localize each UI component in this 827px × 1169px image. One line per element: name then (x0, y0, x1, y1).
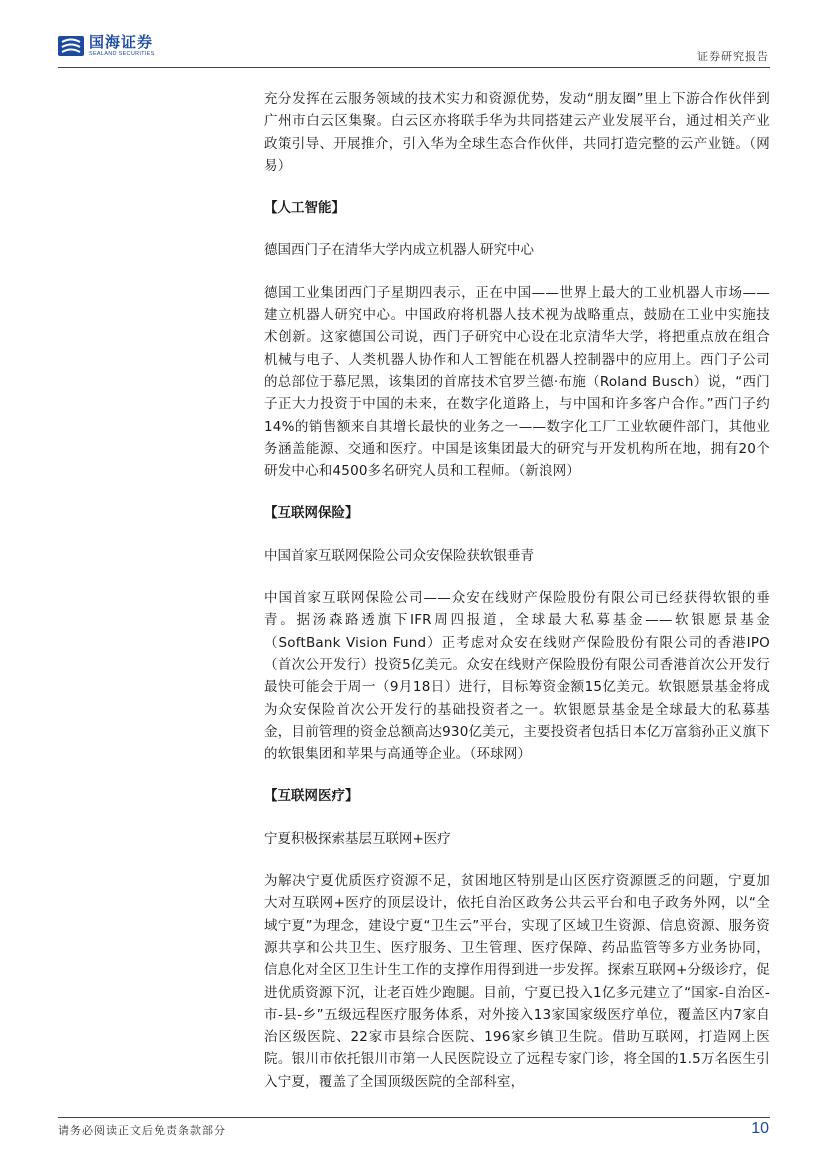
news-title-siemens: 德国西门子在清华大学内成立机器人研究中心 (264, 242, 534, 259)
intro-paragraph: 充分发挥在云服务领域的技术实力和资源优势，发动“朋友圈”里上下游合作伙伴到广州市白云区集聚。白云区亦将联手华为共同搭建云产业发展平台，通过相关产业政策引导、开展推介，引入华为全球生态合作伙伴，共同打造完整的云产业链。（网易） (264, 91, 770, 174)
disclaimer-note: 请务必阅读正文后免责条款部分 (58, 1124, 226, 1137)
sealand-logo-icon (58, 34, 84, 58)
news-body-siemens: 德国工业集团西门子星期四表示，正在中国——世界上最大的工业机器人市场——建立机器人研究中心。中国政府将机器人技术视为战略重点，鼓励在工业中实施技术创新。这家德国公司说，西门子研究中心设在北京清华大学，将把重点放在组合机械与电子、人类机器人协作和人工智能在机器人控制器中的应用上。西门子公司的总部位于慕尼黑，该集团的首席技术官罗兰德·布施（Roland Busch）说，“西门子正大力投资于中国的未来，在数字化道路上，与中国和许多客户合作。”西门子约14%的销售额来自其增长最快的业务之一——数字化工厂工业软硬件部门，其他业务涵盖能源、交通和医疗。中国是该集团最大的研究与开发机构所在地，拥有20个研发中心和4500多名研究人员和工程师。（新浪网） (264, 284, 770, 480)
section-heading-healthcare: 【互联网医疗】 (264, 788, 359, 805)
report-type-label: 证券研究报告 (697, 50, 769, 63)
footer-divider (58, 1117, 770, 1118)
logo-chinese-name: 国海证券 (89, 33, 154, 51)
news-title-ningxia: 宁夏积极探索基层互联网+医疗 (264, 830, 451, 847)
article-content (264, 88, 770, 1093)
page-header (0, 0, 827, 70)
logo-english-name: SEALAND SECURITIES (89, 51, 155, 57)
section-heading-insurance: 【互联网保险】 (264, 505, 359, 522)
news-body-zhongan: 中国首家互联网保险公司——众安在线财产保险股份有限公司已经获得软银的垂青。据汤森路透旗下IFR周四报道，全球最大私募基金——软银愿景基金（SoftBank Vision Fund）正考虑对众安在线财产保险股份有限公司的香港IPO（首次公开发行）投资5亿美元。众安在线财产保险股份有限公司香港首次公开发行最快可能会于周一（9月18日）进行，目标筹资金额15亿美元。软银愿景基金将成为众安保险首次公开发行的基础投资者之一。软银愿景基金是全球最大的私募基金，目前管理的资金总额高达930亿美元，主要投资者包括日本亿万富翁孙正义旗下的软银集团和苹果与高通等企业。（环球网） (264, 590, 770, 763)
news-title-zhongan: 中国首家互联网保险公司众安保险获软银垂青 (264, 547, 534, 564)
header-divider (58, 67, 770, 68)
section-heading-ai: 【人工智能】 (264, 200, 345, 217)
page-number: 10 (751, 1120, 769, 1137)
news-body-ningxia: 为解决宁夏优质医疗资源不足，贫困地区特别是山区医疗资源匮乏的问题，宁夏加大对互联网+医疗的顶层设计，依托自治区政务公共云平台和电子政务外网，以“全域宁夏”为理念，建设宁夏“卫生云”平台，实现了区域卫生资源、信息资源、服务资源共享和公共卫生、医疗服务、卫生管理、医疗保障、药品监管等多方业务协同，信息化对全区卫生计生工作的支撑作用得到进一步发挥。探索互联网+分级诊疗，促进优质资源下沉，让老百姓少跑腿。目前，宁夏已投入1亿多元建立了“国家-自治区-市-县-乡”五级远程医疗服务体系，对外接入13家国家级医疗单位，覆盖区内7家自治区级医院、22家市县综合医院、196家乡镇卫生院。借助互联网，打造网上医院。银川市依托银川市第一人民医院设立了远程专家门诊，将全国的1.5万名医生引入宁夏，覆盖了全国顶级医院的全部科室， (264, 873, 770, 1090)
company-logo (58, 34, 155, 58)
